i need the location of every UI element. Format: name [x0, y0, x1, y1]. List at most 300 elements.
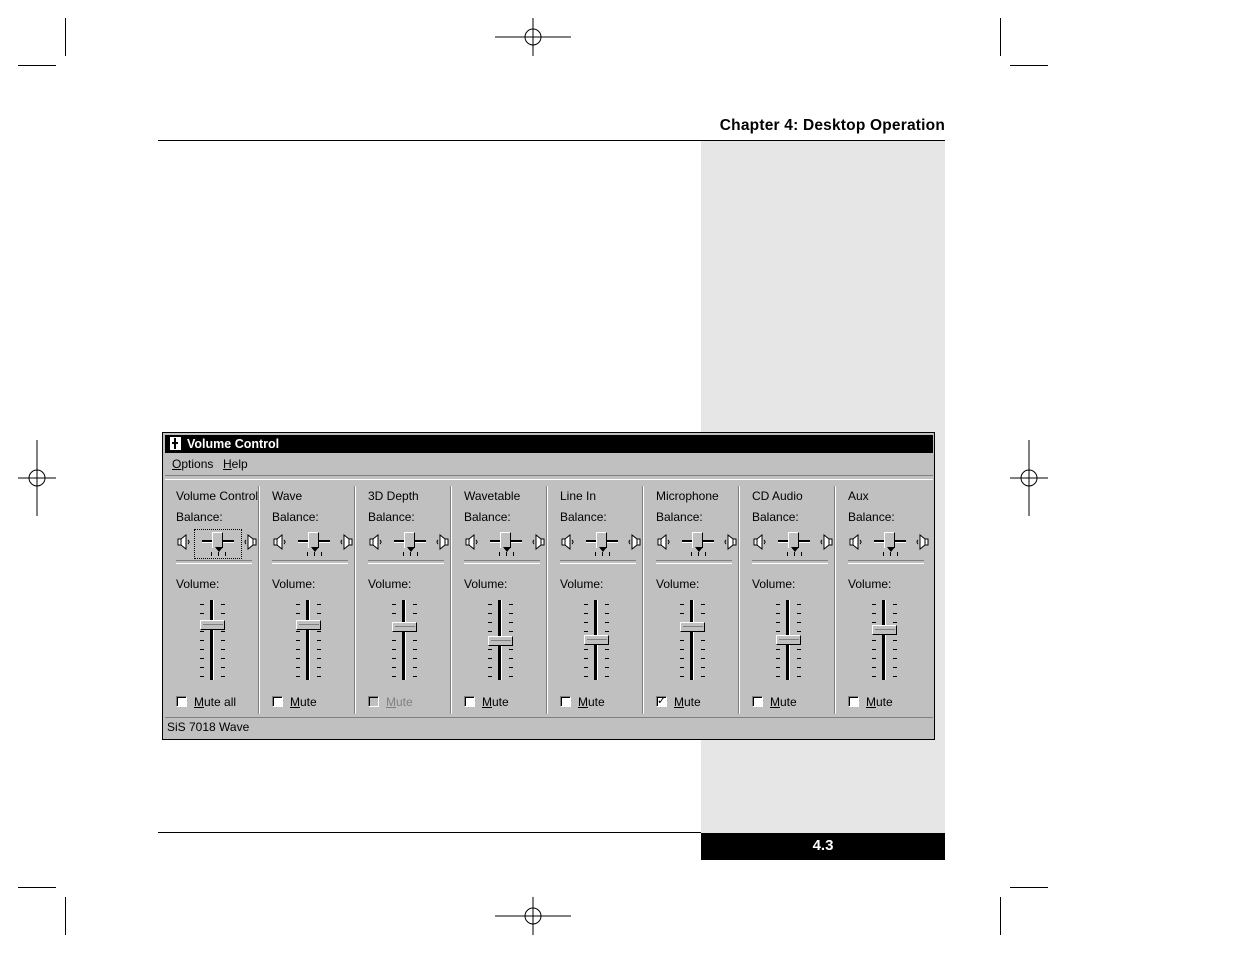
volume-tick [584, 658, 588, 659]
volume-tick [893, 658, 897, 659]
speaker-right-icon [627, 534, 641, 550]
volume-label: Volume: [272, 577, 316, 591]
volume-control-app-icon[interactable] [170, 437, 181, 450]
status-bar: SiS 7018 Wave [165, 717, 933, 736]
volume-slider[interactable] [579, 600, 615, 682]
volume-tick [392, 604, 396, 605]
volume-tick [584, 631, 588, 632]
balance-label: Balance: [176, 510, 223, 524]
volume-tick [221, 604, 225, 605]
volume-tick [509, 604, 513, 605]
speaker-right-icon [435, 534, 449, 550]
volume-tick [392, 658, 396, 659]
balance-slider[interactable] [195, 530, 241, 558]
balance-tick [787, 552, 788, 556]
volume-tick [317, 604, 321, 605]
volume-tick [893, 667, 897, 668]
balance-thumb[interactable] [788, 532, 799, 548]
crop-mark [1000, 897, 1001, 935]
volume-tick [221, 658, 225, 659]
speaker-right-icon [915, 534, 929, 550]
channel-separator [738, 486, 740, 714]
section-divider [560, 560, 636, 564]
volume-tick [605, 604, 609, 605]
volume-tick [605, 622, 609, 623]
mute-label-rest: ute [492, 695, 509, 709]
mute-label-rest: ute [684, 695, 701, 709]
balance-tick [410, 552, 411, 556]
volume-tick [701, 667, 705, 668]
volume-tick [680, 667, 684, 668]
balance-label: Balance: [656, 510, 703, 524]
balance-tick [321, 552, 322, 556]
speaker-left-icon [273, 534, 287, 550]
volume-tick [221, 676, 225, 677]
section-divider [752, 560, 828, 564]
balance-tick [307, 552, 308, 556]
mute-label [194, 695, 236, 709]
channel-microphone [645, 480, 741, 714]
balance-tick [705, 552, 706, 556]
speaker-left-icon [177, 534, 191, 550]
volume-tick [488, 613, 492, 614]
balance-thumb[interactable] [596, 532, 607, 548]
menu-options-rest: ptions [181, 457, 214, 471]
volume-tick [701, 613, 705, 614]
volume-track [210, 600, 214, 680]
menu-options[interactable] [172, 455, 213, 474]
page-number: 4.3 [701, 833, 945, 860]
volume-tick [413, 649, 417, 650]
balance-label: Balance: [752, 510, 799, 524]
channel-line-in [549, 480, 645, 714]
mute-mnemonic: M [482, 695, 492, 709]
volume-tick [680, 604, 684, 605]
volume-tick [584, 667, 588, 668]
volume-tick [488, 631, 492, 632]
balance-tick [513, 552, 514, 556]
volume-tick [317, 649, 321, 650]
volume-tick [872, 676, 876, 677]
mute-label [578, 695, 605, 709]
volume-tick [701, 676, 705, 677]
volume-tick [893, 649, 897, 650]
volume-tick [509, 622, 513, 623]
channel-volume-control [165, 480, 261, 714]
volume-tick [584, 622, 588, 623]
mute-checkbox[interactable] [752, 696, 763, 707]
volume-control-window [162, 432, 935, 740]
volume-tick [509, 676, 513, 677]
speaker-right-icon [243, 534, 257, 550]
channel-separator [450, 486, 452, 714]
balance-tick [314, 552, 315, 556]
volume-track [882, 600, 886, 680]
mute-mnemonic: M [674, 695, 684, 709]
volume-track [402, 600, 406, 680]
footer-rule [158, 832, 701, 833]
balance-label: Balance: [464, 510, 511, 524]
volume-tick [392, 613, 396, 614]
channel-name: Wavetable [464, 489, 521, 503]
volume-tick [200, 613, 204, 614]
mute-checkbox[interactable] [464, 696, 475, 707]
volume-tick [584, 613, 588, 614]
channel-name: Aux [848, 489, 869, 503]
volume-tick [776, 622, 780, 623]
section-divider [176, 560, 252, 564]
volume-tick [392, 676, 396, 677]
volume-thumb[interactable] [296, 620, 321, 630]
balance-tick [225, 552, 226, 556]
volume-tick [221, 649, 225, 650]
volume-slider[interactable] [867, 600, 903, 682]
crop-mark [18, 65, 56, 66]
mute-checkbox[interactable]: ✓ [657, 695, 667, 707]
volume-tick [872, 622, 876, 623]
speaker-right-icon [531, 534, 545, 550]
section-divider [656, 560, 732, 564]
crop-mark [65, 897, 66, 935]
volume-tick [296, 640, 300, 641]
volume-tick [605, 676, 609, 677]
volume-tick [413, 667, 417, 668]
balance-thumb[interactable] [404, 532, 415, 548]
volume-tick [200, 676, 204, 677]
volume-tick [584, 676, 588, 677]
volume-tick [296, 604, 300, 605]
volume-tick [509, 658, 513, 659]
volume-tick [776, 631, 780, 632]
volume-tick [221, 631, 225, 632]
mute-label-rest: ute [300, 695, 317, 709]
balance-tick [883, 552, 884, 556]
volume-tick [797, 631, 801, 632]
volume-tick [317, 640, 321, 641]
mute-mnemonic: M [770, 695, 780, 709]
mute-mnemonic: M [386, 695, 396, 709]
volume-tick [509, 649, 513, 650]
chapter-title: Chapter 4: Desktop Operation [719, 117, 945, 134]
volume-tick [317, 658, 321, 659]
mute-checkbox[interactable] [272, 696, 283, 707]
volume-thumb[interactable] [200, 620, 225, 630]
speaker-left-icon [465, 534, 479, 550]
volume-slider[interactable] [483, 600, 519, 682]
volume-track [690, 600, 694, 680]
volume-tick [872, 649, 876, 650]
balance-slider[interactable] [483, 530, 529, 558]
volume-tick [797, 676, 801, 677]
mute-mnemonic: M [578, 695, 588, 709]
volume-tick [701, 658, 705, 659]
volume-tick [413, 613, 417, 614]
volume-tick [200, 604, 204, 605]
volume-tick [584, 649, 588, 650]
volume-label: Volume: [464, 577, 508, 591]
volume-label: Volume: [560, 577, 604, 591]
mute-label-rest: ute all [204, 695, 237, 709]
channel-separator [642, 486, 644, 714]
volume-tick [680, 658, 684, 659]
channel-wavetable [453, 480, 549, 714]
balance-tick [609, 552, 610, 556]
volume-tick [509, 667, 513, 668]
volume-tick [701, 640, 705, 641]
volume-tick [776, 667, 780, 668]
balance-label: Balance: [848, 510, 895, 524]
balance-slider[interactable] [579, 530, 625, 558]
section-divider [272, 560, 348, 564]
balance-label: Balance: [560, 510, 607, 524]
volume-slider[interactable] [675, 600, 711, 682]
volume-tick [200, 631, 204, 632]
menu-bar [165, 455, 933, 476]
volume-tick [605, 649, 609, 650]
volume-tick [221, 613, 225, 614]
channel-3d-depth [357, 480, 453, 714]
balance-tick [897, 552, 898, 556]
window-title: Volume Control [187, 437, 280, 451]
speaker-left-icon [849, 534, 863, 550]
mute-mnemonic: M [194, 695, 204, 709]
volume-tick [200, 640, 204, 641]
mute-checkbox[interactable] [560, 696, 571, 707]
volume-tick [776, 658, 780, 659]
crop-mark [18, 887, 56, 888]
volume-tick [296, 613, 300, 614]
balance-tick [218, 552, 219, 556]
speaker-left-icon [657, 534, 671, 550]
channel-separator [354, 486, 356, 714]
volume-tick [509, 631, 513, 632]
volume-tick [872, 640, 876, 641]
volume-tick [893, 604, 897, 605]
mute-mnemonic: M [866, 695, 876, 709]
mute-label [674, 695, 701, 709]
balance-label: Balance: [272, 510, 319, 524]
volume-tick [392, 667, 396, 668]
volume-tick [584, 604, 588, 605]
mixer-panels [165, 479, 933, 714]
channel-separator [258, 486, 260, 714]
balance-thumb[interactable] [308, 532, 319, 548]
volume-tick [797, 658, 801, 659]
volume-tick [776, 613, 780, 614]
mute-label [770, 695, 797, 709]
mute-checkbox[interactable] [848, 696, 859, 707]
balance-slider[interactable] [675, 530, 721, 558]
volume-tick [488, 676, 492, 677]
crop-mark [1010, 65, 1048, 66]
balance-slider[interactable] [291, 530, 337, 558]
balance-tick [506, 552, 507, 556]
menu-help-mnemonic: H [223, 457, 232, 471]
menu-help-rest: elp [231, 457, 248, 471]
section-divider [848, 560, 924, 564]
channel-separator [834, 486, 836, 714]
mute-label-rest: ute [780, 695, 797, 709]
volume-thumb[interactable] [872, 625, 897, 635]
channel-aux [837, 480, 933, 714]
volume-tick [797, 667, 801, 668]
balance-thumb[interactable] [500, 532, 511, 548]
mute-checkbox [368, 696, 379, 707]
volume-thumb[interactable] [680, 622, 705, 632]
volume-tick [200, 667, 204, 668]
volume-track [306, 600, 310, 680]
channel-name: Microphone [656, 489, 719, 503]
volume-thumb[interactable] [584, 635, 609, 645]
volume-tick [680, 676, 684, 677]
title-bar[interactable] [165, 435, 933, 453]
registration-mark-right [1010, 440, 1048, 516]
volume-tick [200, 649, 204, 650]
volume-tick [776, 604, 780, 605]
volume-slider[interactable] [387, 600, 423, 682]
section-divider [368, 560, 444, 564]
volume-tick [221, 640, 225, 641]
crop-mark [1010, 887, 1048, 888]
volume-tick [221, 667, 225, 668]
speaker-left-icon [561, 534, 575, 550]
channel-wave [261, 480, 357, 714]
volume-thumb[interactable] [776, 635, 801, 645]
balance-tick [890, 552, 891, 556]
volume-tick [509, 613, 513, 614]
registration-mark-top [495, 18, 571, 56]
mute-checkbox[interactable] [176, 696, 187, 707]
volume-tick [413, 658, 417, 659]
volume-tick [797, 613, 801, 614]
volume-tick [605, 667, 609, 668]
speaker-right-icon [819, 534, 833, 550]
volume-tick [893, 613, 897, 614]
volume-tick [893, 640, 897, 641]
balance-tick [794, 552, 795, 556]
volume-tick [296, 649, 300, 650]
channel-name: Line In [560, 489, 597, 503]
balance-thumb[interactable] [884, 532, 895, 548]
menu-help[interactable] [223, 455, 248, 474]
channel-name: CD Audio [752, 489, 803, 503]
volume-tick [797, 604, 801, 605]
volume-tick [317, 613, 321, 614]
volume-tick [680, 640, 684, 641]
balance-slider[interactable] [867, 530, 913, 558]
balance-label: Balance: [368, 510, 415, 524]
volume-tick [488, 622, 492, 623]
volume-label: Volume: [848, 577, 892, 591]
volume-slider[interactable] [291, 600, 327, 682]
mute-label-rest: ute [396, 695, 413, 709]
volume-tick [605, 613, 609, 614]
balance-thumb[interactable] [212, 532, 223, 548]
mute-label [866, 695, 893, 709]
volume-tick [893, 622, 897, 623]
volume-tick [797, 649, 801, 650]
volume-label: Volume: [176, 577, 220, 591]
balance-slider[interactable] [771, 530, 817, 558]
mute-label [290, 695, 317, 709]
volume-tick [776, 649, 780, 650]
volume-tick [413, 676, 417, 677]
volume-tick [296, 667, 300, 668]
balance-tick [403, 552, 404, 556]
crop-mark [1000, 18, 1001, 56]
volume-label: Volume: [752, 577, 796, 591]
volume-tick [872, 667, 876, 668]
volume-label: Volume: [656, 577, 700, 591]
speaker-right-icon [723, 534, 737, 550]
balance-thumb[interactable] [692, 532, 703, 548]
volume-tick [605, 631, 609, 632]
mute-label-rest: ute [876, 695, 893, 709]
volume-tick [797, 622, 801, 623]
channel-cd-audio [741, 480, 837, 714]
volume-tick [488, 667, 492, 668]
volume-tick [872, 658, 876, 659]
volume-tick [872, 613, 876, 614]
menu-options-mnemonic: O [172, 457, 182, 471]
channel-name: Wave [272, 489, 303, 503]
balance-tick [595, 552, 596, 556]
volume-thumb[interactable] [488, 636, 513, 646]
balance-tick [691, 552, 692, 556]
volume-tick [317, 676, 321, 677]
mute-label-rest: ute [588, 695, 605, 709]
registration-mark-left [18, 440, 56, 516]
channel-separator [546, 486, 548, 714]
balance-tick [602, 552, 603, 556]
mute-label [482, 695, 509, 709]
balance-tick [499, 552, 500, 556]
mute-label [386, 695, 413, 709]
volume-tick [680, 613, 684, 614]
volume-tick [776, 676, 780, 677]
volume-tick [488, 604, 492, 605]
volume-tick [872, 604, 876, 605]
balance-tick [801, 552, 802, 556]
volume-tick [392, 649, 396, 650]
speaker-right-icon [339, 534, 353, 550]
balance-tick [211, 552, 212, 556]
crop-mark [65, 18, 66, 56]
channel-name: Volume Control [176, 489, 259, 503]
speaker-left-icon [369, 534, 383, 550]
balance-tick [417, 552, 418, 556]
mute-mnemonic: M [290, 695, 300, 709]
volume-tick [605, 658, 609, 659]
volume-tick [296, 676, 300, 677]
volume-tick [317, 631, 321, 632]
section-divider [464, 560, 540, 564]
volume-slider[interactable] [771, 600, 807, 682]
volume-tick [680, 649, 684, 650]
volume-tick [296, 658, 300, 659]
volume-tick [488, 658, 492, 659]
volume-thumb[interactable] [392, 622, 417, 632]
volume-tick [893, 676, 897, 677]
volume-tick [413, 604, 417, 605]
volume-tick [317, 667, 321, 668]
volume-slider[interactable] [195, 600, 231, 682]
volume-tick [413, 640, 417, 641]
balance-tick [698, 552, 699, 556]
volume-tick [701, 604, 705, 605]
registration-mark-bottom [495, 897, 571, 935]
balance-slider[interactable] [387, 530, 433, 558]
